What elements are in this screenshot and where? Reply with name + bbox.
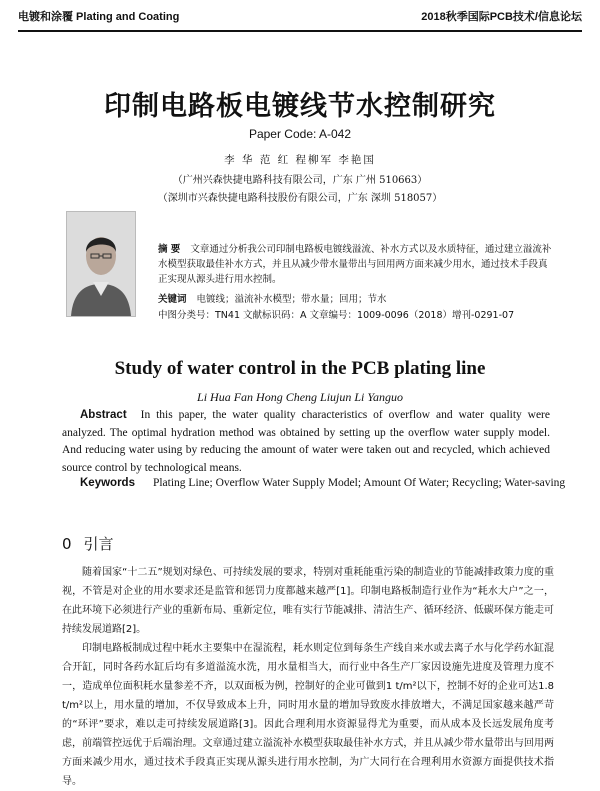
paragraph: 随着国家“十二五”规划对绿色、可持续发展的要求，特别对重耗能重污染的制造业的节能减排政策力度的重视，不管是对企业的用水要求还是监管和惩罚力度都越来越严[1]。印制电路板制造行业作为“耗水大户”之一，在此环境下必须进行产业的重新布局、重新定位，唯有实行节能减排、清洁生产、循环经济、低碳环保方能走可持续发展道路[2]。 xyxy=(62,567,554,635)
header-left: 电镀和涂覆 Plating and Coating xyxy=(18,11,180,23)
paper-code: Paper Code: A-042 xyxy=(248,127,352,141)
abstract-cn-label: 摘 要 xyxy=(158,244,181,255)
chinese-keywords xyxy=(158,291,387,305)
abstract-cn-text: 文章通过分析我公司印制电路板电镀线溢流、补水方式以及水质特征，通过建立溢流补水模型获取最佳补水方式，并且从减少带水量带出与回用两方面来减少用水，通过技术手段真正实现从源头进行用水控制。 xyxy=(158,244,552,285)
header-rule xyxy=(18,30,582,32)
section-title: 引言 xyxy=(83,535,114,553)
english-abstract xyxy=(62,407,550,477)
section-number: 0 xyxy=(62,535,72,553)
affiliation-1: （广州兴森快捷电路科技有限公司，广东 广州 510663） xyxy=(172,175,428,186)
english-authors: Li Hua Fan Hong Cheng Liujun Li Yanguo xyxy=(197,390,403,404)
body-text xyxy=(62,563,554,791)
section-heading xyxy=(62,533,114,554)
abstract-en-label: Abstract xyxy=(80,409,127,421)
english-keywords xyxy=(80,477,565,489)
english-title: Study of water control in the PCB plating line xyxy=(114,358,486,379)
chinese-title: 印制电路板电镀线节水控制研究 xyxy=(104,91,496,122)
affiliation-2: （深圳市兴森快捷电路科技股份有限公司，广东 深圳 518057） xyxy=(157,193,443,204)
paragraph: 印制电路板制成过程中耗水主要集中在湿流程，耗水则定位到每条生产线自来水或去离子水与化学药水缸混合开缸，同时各药水缸后均有多道溢流水洗，用水量相当大，而行业中各生产厂家因设施先进度及管理力度不一，造成单位面积耗水量参差不齐，以双面板为例，控制好的企业可做到1 t/m²以下，控制不好的企业可达1.8 t/m²以上，用水量的增加，不仅导致成本上升，同时用水量的增加导致废水排放增大，不满足国家越来越严苛的“环评”要求，难以走可持续发展道路[3]。因此合理利用水资源显得尤为重要，而从成本及长远发展角度考虑，前端管控远优于后端治理。文章通过建立溢流补水模型获取最佳补水方式，并且从减少带水量带出与回用两方面来减少用水，通过技术手段真正实现从源头进行用水控制，为广大同行在合理利用水资源方面提供技术指导。 xyxy=(62,643,554,787)
abstract-en-text: In this paper, the water quality characteristics of overflow and water quality were analyzed. The optimal hydration method was obtained by setting up the overflow water supply model. And reducing water using by reducing the amount of water were taken out and recycled, which achieved source control by technological means. xyxy=(62,409,550,474)
keywords-en-label: Keywords xyxy=(80,477,135,489)
chinese-abstract xyxy=(158,242,554,287)
classification-line: 中图分类号：TN41 文献标识码：A 文章编号：1009-0096（2018）增刊-0291-07 xyxy=(158,310,515,321)
keywords-cn-text: 电镀线；溢流补水模型；带水量；回用；节水 xyxy=(196,294,387,305)
chinese-authors: 李 华 范 红 程柳军 李艳国 xyxy=(224,154,376,166)
keywords-en-text: Plating Line; Overflow Water Supply Model; Amount Of Water; Recycling; Water-saving xyxy=(152,477,566,489)
author-photo xyxy=(66,211,136,317)
page-header xyxy=(18,4,582,28)
header-right: 2018秋季国际PCB技术/信息论坛 xyxy=(421,11,582,23)
keywords-cn-label: 关键词 xyxy=(158,294,187,305)
